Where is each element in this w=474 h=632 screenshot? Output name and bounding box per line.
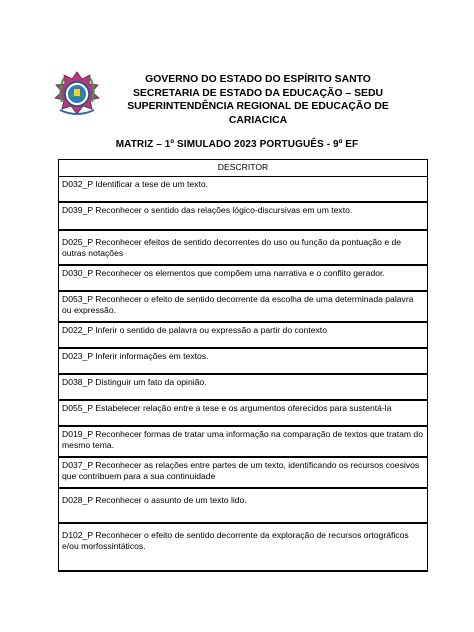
table-row (59, 488, 428, 523)
table-cell: D023_P Inferir informações em textos. (59, 348, 428, 374)
table-cell: D022_P Inferir o sentido de palavra ou expressão a partir do contexto (59, 322, 428, 348)
table-cell: D037_P Reconhecer as relações entre partes de um texto, identificando os recursos coesivos que contribuem para a sua continuidade (59, 457, 428, 488)
table-header-row (59, 160, 428, 177)
table-cell: D032_P Identificar a tese de um texto. (59, 177, 428, 203)
table-row (59, 291, 428, 322)
table-cell: D053_P Reconhecer o efeito de sentido decorrente da escolha de uma determinada palavra ou expressão. (59, 291, 428, 322)
header-line-city: CARIACICA (228, 114, 288, 126)
table-row (59, 177, 428, 203)
state-coat-of-arms-icon (52, 70, 102, 118)
column-header-descritor: DESCRITOR (59, 160, 428, 177)
table-cell: D039_P Reconhecer o sentido das relações lógico-discursivas em um texto. (59, 202, 428, 230)
table-row (59, 400, 428, 426)
table-cell: D028_P Reconhecer o assunto de um texto lido. (59, 488, 428, 523)
table-row (59, 374, 428, 400)
table-row (59, 322, 428, 348)
table-row (59, 523, 428, 571)
table-cell: D038_P Distinguir um fato da opinião. (59, 374, 428, 400)
table-cell: D025_P Reconhecer efeitos de sentido decorrentes do uso ou função da pontuação e de outras notações (59, 230, 428, 265)
table-row (59, 202, 428, 230)
table-cell: D102_P Reconhecer o efeito de sentido decorrente da exploração de recursos ortográficos e/ou morfossintáticos. (59, 523, 428, 571)
document-header (0, 70, 474, 130)
table-row (59, 348, 428, 374)
table-row (59, 230, 428, 265)
table-row (59, 265, 428, 291)
header-line-secretariat: SECRETARIA DE ESTADO DA EDUCAÇÃO – SEDU (133, 87, 383, 99)
table-cell: D055_P Estabelecer relação entre a tese e os argumentos oferecidos para sustentá-la (59, 400, 428, 426)
table-row (59, 457, 428, 488)
table-row (59, 426, 428, 457)
table-cell: D030_P Reconhecer os elementos que compõem uma narrativa e o conflito gerador. (59, 265, 428, 291)
header-line-government: GOVERNO DO ESTADO DO ESPÍRITO SANTO (145, 74, 371, 85)
header-line-superintendency: SUPERINTENDÊNCIA REGIONAL DE EDUCAÇÃO DE (127, 101, 389, 113)
descriptor-table (58, 159, 428, 572)
table-cell: D019_P Reconhecer formas de tratar uma informação na comparação de textos que tratam do mesmo tema. (59, 426, 428, 457)
header-titles (108, 73, 408, 127)
page-title: MATRIZ – 1º SIMULADO 2023 PORTUGUÊS - 9º EF (115, 139, 359, 150)
